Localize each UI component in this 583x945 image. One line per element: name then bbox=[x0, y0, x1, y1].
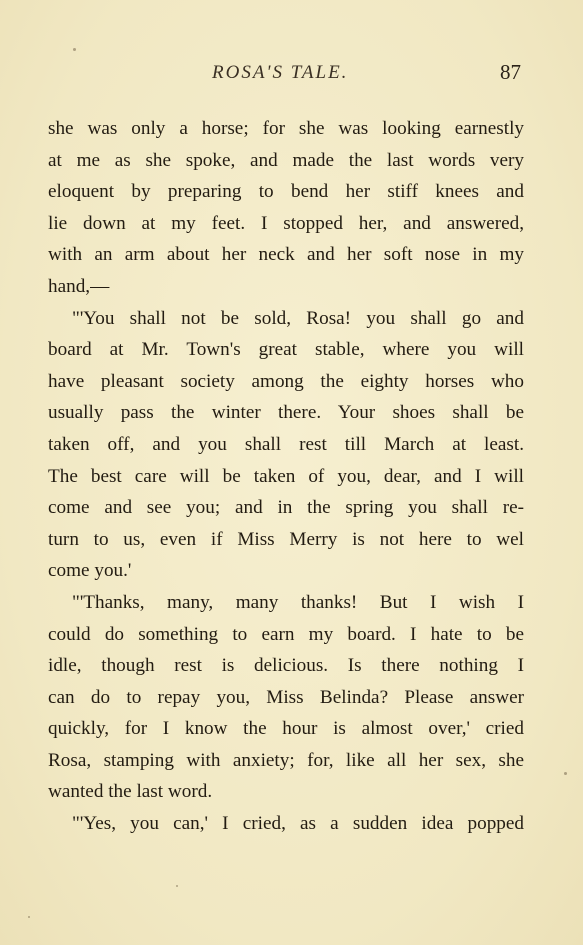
text-line: "'Thanks, many, many thanks! But I wish I bbox=[72, 591, 524, 613]
text-line: usually pass the winter there. Your shoes shall be bbox=[48, 402, 524, 424]
text-line: she was only a horse; for she was looking earnestly bbox=[48, 118, 524, 139]
text-line: at me as she spoke, and made the last words very bbox=[48, 149, 524, 171]
running-title: ROSA'S TALE. bbox=[212, 62, 349, 83]
text-line: turn to us, even if Miss Merry is not here to wel bbox=[48, 528, 524, 550]
text-line: "'You shall not be sold, Rosa! you shall go and bbox=[72, 307, 524, 329]
text-line: Rosa, stamping with anxiety; for, like all her sex, she bbox=[48, 749, 524, 771]
text-line: come and see you; and in the spring you shall re- bbox=[48, 497, 524, 519]
text-line: The best care will be taken of you, dear, and I will bbox=[48, 465, 524, 487]
body-text bbox=[48, 113, 524, 840]
text-line: idle, though rest is delicious. Is there nothing I bbox=[48, 655, 524, 677]
text-line: quickly, for I know the hour is almost over,' cried bbox=[48, 718, 524, 740]
text-line: lie down at my feet. I stopped her, and answered, bbox=[48, 212, 524, 234]
page-number: 87 bbox=[500, 60, 521, 84]
paper-speck bbox=[564, 772, 567, 775]
page-header bbox=[48, 60, 523, 90]
text-line: taken off, and you shall rest till March at least. bbox=[48, 433, 524, 455]
text-line: can do to repay you, Miss Belinda? Please answer bbox=[48, 686, 524, 708]
paper-speck bbox=[28, 916, 30, 918]
text-line: hand,— bbox=[48, 275, 110, 297]
text-line: could do something to earn my board. I hate to be bbox=[48, 623, 524, 645]
text-line: eloquent by preparing to bend her stiff knees and bbox=[48, 181, 524, 203]
text-line: have pleasant society among the eighty horses who bbox=[48, 370, 524, 392]
text-line: board at Mr. Town's great stable, where you will bbox=[48, 339, 524, 361]
text-line: with an arm about her neck and her soft nose in my bbox=[48, 244, 524, 266]
text-line: "'Yes, you can,' I cried, as a sudden idea popped bbox=[72, 813, 524, 835]
paper-speck bbox=[73, 48, 76, 51]
text-line: come you.' bbox=[48, 560, 132, 582]
paper-speck bbox=[176, 885, 178, 887]
text-line: wanted the last word. bbox=[48, 781, 213, 803]
